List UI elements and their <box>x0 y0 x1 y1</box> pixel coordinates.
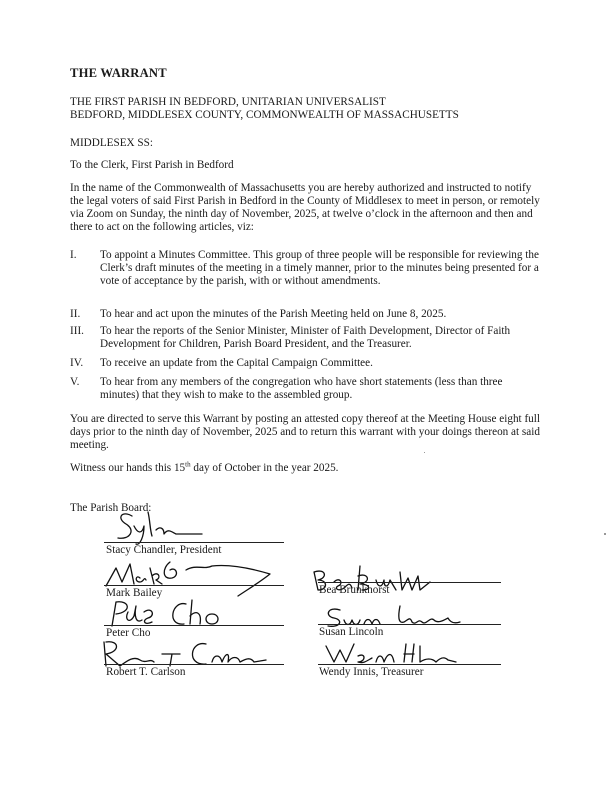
signatory-carlson: Robert T. Carlson <box>106 666 186 678</box>
signatory-bailey: Mark Bailey <box>106 587 163 599</box>
article-3 <box>70 325 540 353</box>
article-text: To hear from any members of the congregation who have short statements (less than three minutes) that they wish to make to the assembled group. <box>100 376 503 401</box>
signature-line-bailey <box>104 585 284 586</box>
header-line-1: THE FIRST PARISH IN BEDFORD, UNITARIAN UNIVERSALIST <box>70 96 386 108</box>
signature-line-carlson <box>104 664 284 665</box>
signature-line-cho <box>104 625 284 626</box>
article-5 <box>70 376 540 404</box>
article-text: To hear and act upon the minutes of the Parish Meeting held on June 8, 2025. <box>100 308 447 320</box>
signatory-brunkhorst: Bea Brunkhorst <box>319 584 390 596</box>
signature-line-innis <box>318 664 501 665</box>
signatory-chandler: Stacy Chandler, President <box>106 544 222 556</box>
article-number: III. <box>70 325 84 337</box>
article-text: To hear the reports of the Senior Minister, Minister of Faith Development, Director of Faith Development for Children, Parish Board President, and the Treasurer. <box>100 325 511 350</box>
signature-line-chandler <box>104 542 284 543</box>
signature-line-brunkhorst <box>318 582 501 583</box>
article-number: II. <box>70 308 81 320</box>
article-text: To appoint a Minutes Committee. This group of three people will be responsible for reviewing the Clerk’s draft minutes of the meeting in a timely manner, prior to the minutes being presented for a vote of acceptance by the parish, with or without amendments. <box>100 249 539 287</box>
article-2 <box>70 308 540 322</box>
header-line-2: BEDFORD, MIDDLESEX COUNTY, COMMONWEALTH OF MASSACHUSETTS <box>70 109 459 121</box>
article-text: To receive an update from the Capital Campaign Committee. <box>100 357 373 369</box>
salutation: To the Clerk, First Parish in Bedford <box>70 159 234 171</box>
article-number: V. <box>70 376 80 388</box>
article-1 <box>70 249 540 303</box>
signatory-lincoln: Susan Lincoln <box>319 626 384 638</box>
county-line: MIDDLESEX SS: <box>70 137 153 149</box>
article-number: IV. <box>70 357 84 369</box>
intro-paragraph: In the name of the Commonwealth of Massachusetts you are hereby authorized and instructed to notify the legal voters of said First Parish in Bedford in the County of Middlesex to meet in person, or remotely via Zoom on Sunday, the ninth day of November, 2025, at twelve o’clock in the afternoon and then and there to act on the following articles, viz: <box>70 182 540 233</box>
board-label: The Parish Board: <box>70 502 152 514</box>
signature-chandler <box>110 506 210 546</box>
article-number: I. <box>70 249 77 261</box>
directive-paragraph: You are directed to serve this Warrant by posting an attested copy thereof at the Meeting House eight full days prior to the ninth day of November, 2025 and to return this warrant with your doings thereon at said meeting. <box>70 413 540 451</box>
scan-speck <box>424 452 425 453</box>
witness-line: Witness our hands this 15th day of October in the year 2025. <box>70 460 339 474</box>
signatory-innis: Wendy Innis, Treasurer <box>319 666 424 678</box>
article-4 <box>70 357 540 371</box>
scan-speck <box>604 533 606 535</box>
document-title: THE WARRANT <box>70 66 167 80</box>
signature-line-lincoln <box>318 624 501 625</box>
signatory-cho: Peter Cho <box>106 627 151 639</box>
